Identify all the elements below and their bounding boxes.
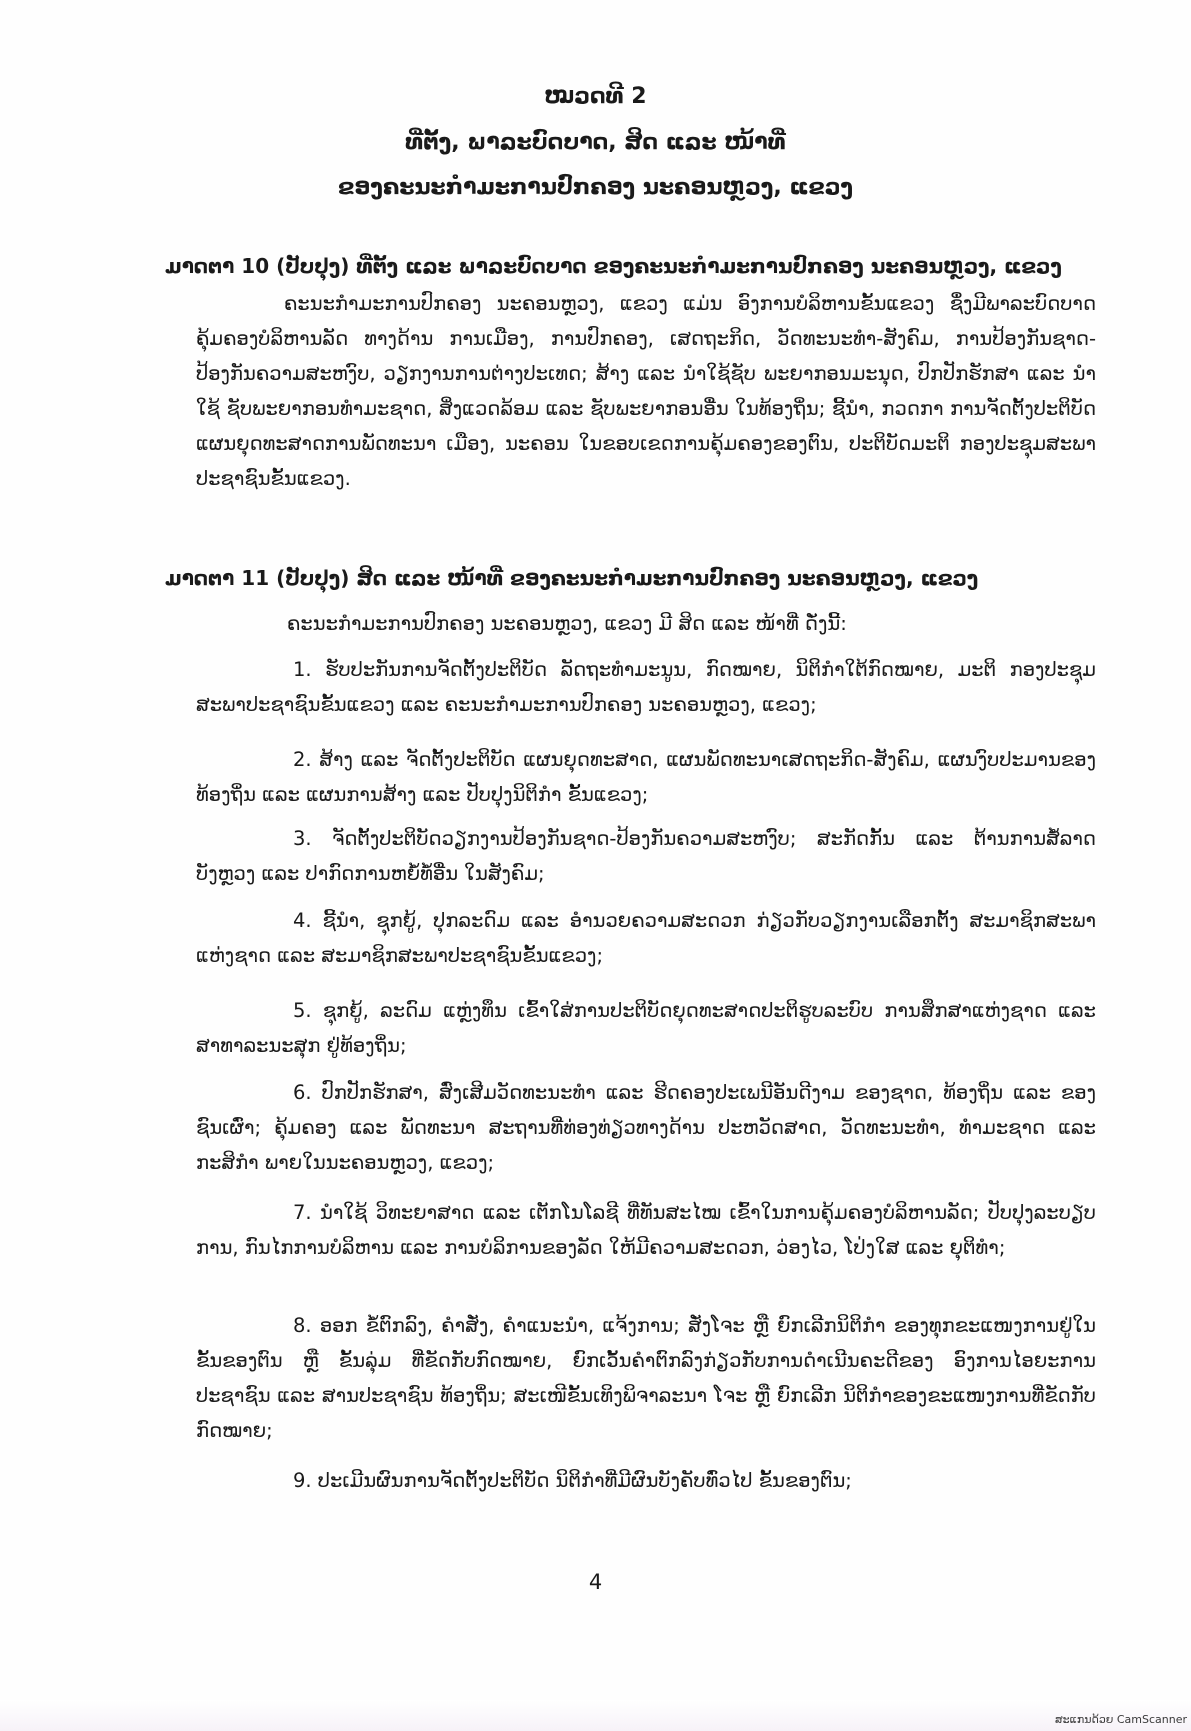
- page-number: 4: [588, 1570, 603, 1594]
- chapter-number: ໝວດທີ 2: [544, 84, 647, 109]
- list-item-6: 6. ປົກປັກຮັກສາ, ສົ່ງເສີມວັດທະນະທຳ ແລະ ຮີດຄອງປະເພນີອັນດີງາມ ຂອງຊາດ, ທ້ອງຖິ່ນ ແລະ ຂອງຊົນເຜົ່າ; ຄຸ້ມຄອງ ແລະ ພັດທະນາ ສະຖານທີ່ທ່ອງທ່ຽວທາງດ້ານ ປະຫວັດສາດ, ວັດທະນະທຳ, ທຳມະຊາດ ແລະ ກະສິກຳ ພາຍໃນນະຄອນຫຼວງ, ແຂວງ;: [196, 1081, 1096, 1174]
- list-item-1: 1. ຮັບປະກັນການຈັດຕັ້ງປະຕິບັດ ລັດຖະທຳມະນູນ, ກົດໝາຍ, ນິຕິກຳໃຕ້ກົດໝາຍ, ມະຕິ ກອງປະຊຸມສະພາປະຊາຊົນຂັ້ນແຂວງ ແລະ ຄະນະກຳມະການປົກຄອງ ນະຄອນຫຼວງ, ແຂວງ;: [196, 658, 1096, 716]
- article-11-intro: ຄະນະກຳມະການປົກຄອງ ນະຄອນຫຼວງ, ແຂວງ ມີ ສິດ ແລະ ໜ້າທີ່ ດັ່ງນີ້:: [287, 612, 847, 635]
- scan-footer-strip: [0, 1700, 1191, 1731]
- list-item-5: 5. ຊຸກຍູ້, ລະດົມ ແຫຼ່ງທຶນ ເຂົ້າໃສ່ການປະຕິບັດຍຸດທະສາດປະຕິຮູບລະບົບ ການສຶກສາແຫ່ງຊາດ ແລະ ສາທາລະນະສຸກ ຢູ່ທ້ອງຖິ່ນ;: [196, 999, 1096, 1057]
- article-11-title: ມາດຕາ 11 (ປັບປຸງ) ສິດ ແລະ ໜ້າທີ່ ຂອງຄະນະກຳມະການປົກຄອງ ນະຄອນຫຼວງ, ແຂວງ: [165, 566, 979, 590]
- chapter-title-line-1: ທີ່ຕັ້ງ, ພາລະບົດບາດ, ສິດ ແລະ ໜ້າທີ່: [405, 130, 786, 155]
- article-10-body: ຄະນະກຳມະການປົກຄອງ ນະຄອນຫຼວງ, ແຂວງ ແມ່ນ ອົງການບໍລິຫານຂັ້ນແຂວງ ຊຶ່ງມີພາລະບົດບາດ ຄຸ້ມຄອງບໍລິຫານລັດ ທາງດ້ານ ການເມືອງ, ການປົກຄອງ, ເສດຖະກິດ, ວັດທະນະທຳ-ສັງຄົມ, ການປ້ອງກັນຊາດ-ປ້ອງກັນຄວາມສະຫງົບ, ວຽກງານການຕ່າງປະເທດ; ສ້າງ ແລະ ນຳໃຊ້ຊັບ ພະຍາກອນມະນຸດ, ປົກປັກຮັກສາ ແລະ ນຳໃຊ້ ຊັບພະຍາກອນທຳມະຊາດ, ສິ່ງແວດລ້ອມ ແລະ ຊັບພະຍາກອນອື່ນ ໃນທ້ອງຖິ່ນ; ຊີ້ນຳ, ກວດກາ ການຈັດຕັ້ງປະຕິບັດແຜນຍຸດທະສາດການພັດທະນາ ເມືອງ, ນະຄອນ ໃນຂອບເຂດການຄຸ້ມຄອງຂອງຕົນ, ປະຕິບັດມະຕິ ກອງປະຊຸມສະພາປະຊາຊົນຂັ້ນແຂວງ.: [196, 292, 1096, 490]
- scanner-watermark: ສະແກນດ້ວຍ CamScanner: [1054, 1713, 1187, 1726]
- list-item-2: 2. ສ້າງ ແລະ ຈັດຕັ້ງປະຕິບັດ ແຜນຍຸດທະສາດ, ແຜນພັດທະນາເສດຖະກິດ-ສັງຄົມ, ແຜນງົບປະມານຂອງທ້ອງຖິ່ນ ແລະ ແຜນການສ້າງ ແລະ ປັບປຸງນິຕິກຳ ຂັ້ນແຂວງ;: [196, 748, 1096, 806]
- list-item-9: 9. ປະເມີນຜົນການຈັດຕັ້ງປະຕິບັດ ນິຕິກຳທີ່ມີຜົນບັງຄັບທົ່ວໄປ ຂັ້ນຂອງຕົນ;: [293, 1469, 852, 1492]
- list-item-3: 3. ຈັດຕັ້ງປະຕິບັດວຽກງານປ້ອງກັນຊາດ-ປ້ອງກັນຄວາມສະຫງົບ; ສະກັດກັ້ນ ແລະ ຕ້ານການສໍ້ລາດບັງຫຼວງ ແລະ ປາກົດການຫຍໍ້ທໍ້ອື່ນ ໃນສັງຄົມ;: [196, 827, 1096, 885]
- list-item-8: 8. ອອກ ຂໍ້ຕົກລົງ, ຄຳສັ່ງ, ຄຳແນະນຳ, ແຈ້ງການ; ສັ່ງໂຈະ ຫຼື ຍົກເລີກນິຕິກຳ ຂອງທຸກຂະແໜງການຢູ່ໃນຂັ້ນຂອງຕົນ ຫຼື ຂັ້ນລຸ່ມ ທີ່ຂັດກັບກົດໝາຍ, ຍົກເວັ້ນຄຳຕົກລົງກ່ຽວກັບການດຳເນີນຄະດີຂອງ ອົງການໄອຍະການປະຊາຊົນ ແລະ ສານປະຊາຊົນ ທ້ອງຖິ່ນ; ສະເໜີຂັ້ນເທິງພິຈາລະນາ ໂຈະ ຫຼື ຍົກເລີກ ນິຕິກຳຂອງຂະແໜງການທີ່ຂັດກັບກົດໝາຍ;: [196, 1314, 1096, 1442]
- list-item-4: 4. ຊີ້ນຳ, ຊຸກຍູ້, ປຸກລະດົມ ແລະ ອຳນວຍຄວາມສະດວກ ກ່ຽວກັບວຽກງານເລືອກຕັ້ງ ສະມາຊິກສະພາແຫ່ງຊາດ ແລະ ສະມາຊິກສະພາປະຊາຊົນຂັ້ນແຂວງ;: [196, 909, 1096, 967]
- chapter-title-line-2: ຂອງຄະນະກຳມະການປົກຄອງ ນະຄອນຫຼວງ, ແຂວງ: [337, 175, 854, 200]
- list-item-7: 7. ນຳໃຊ້ ວິທະຍາສາດ ແລະ ເຕັກໂນໂລຊີ ທີ່ທັນສະໄໝ ເຂົ້າໃນການຄຸ້ມຄອງບໍລິຫານລັດ; ປັບປຸງລະບຽບການ, ກົນໄກການບໍລິຫານ ແລະ ການບໍລິການຂອງລັດ ໃຫ້ມີຄວາມສະດວກ, ວ່ອງໄວ, ໂປ່ງໃສ ແລະ ຍຸຕິທຳ;: [196, 1201, 1096, 1259]
- article-10-title: ມາດຕາ 10 (ປັບປຸງ) ທີ່ຕັ້ງ ແລະ ພາລະບົດບາດ ຂອງຄະນະກຳມະການປົກຄອງ ນະຄອນຫຼວງ, ແຂວງ: [165, 254, 1062, 278]
